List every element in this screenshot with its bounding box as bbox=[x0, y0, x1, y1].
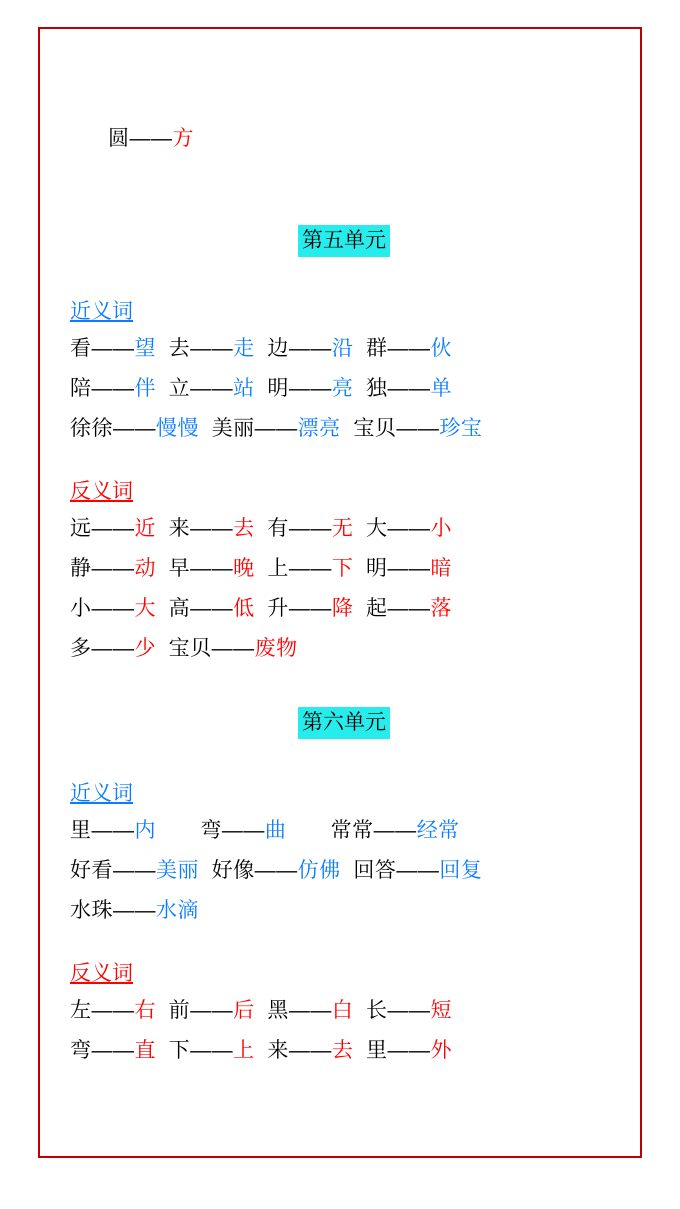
word-segment: 回复 bbox=[439, 859, 483, 882]
spacer bbox=[70, 739, 618, 777]
word-segment: 白 bbox=[331, 999, 354, 1022]
word-segment: 明—— bbox=[353, 557, 431, 580]
word-segment: 弯—— bbox=[70, 1039, 135, 1062]
word-segment: 上 bbox=[233, 1039, 255, 1062]
word-segment: 边—— bbox=[254, 337, 332, 360]
word-segment: 看—— bbox=[70, 337, 135, 360]
word-segment: 经常 bbox=[416, 819, 460, 842]
worksheet-content bbox=[70, 79, 618, 1109]
word-segment: 外 bbox=[430, 1039, 453, 1062]
word-segment: 静—— bbox=[70, 557, 135, 580]
word-segment: 去 bbox=[331, 1039, 354, 1062]
word-segment: 早—— bbox=[156, 557, 234, 580]
word-segment: 升—— bbox=[254, 597, 332, 620]
word-segment: 后 bbox=[233, 999, 255, 1022]
unit-heading-label: 第五单元 bbox=[298, 225, 390, 257]
word-segment: 去 bbox=[233, 517, 255, 540]
word-segment: 曲 bbox=[264, 819, 287, 842]
word-segment: 里—— bbox=[353, 1039, 431, 1062]
word-segment: 常常—— bbox=[286, 819, 417, 842]
word-segment: 大—— bbox=[353, 517, 431, 540]
spacer bbox=[70, 931, 618, 957]
unit-heading-label: 第六单元 bbox=[298, 707, 390, 739]
word-segment: 左—— bbox=[70, 999, 135, 1022]
word-segment: 仿佛 bbox=[297, 859, 341, 882]
word-segment: 沿 bbox=[331, 337, 354, 360]
section-title-wrap bbox=[70, 475, 618, 509]
spacer bbox=[70, 449, 618, 475]
section-title-wrap bbox=[70, 295, 618, 329]
word-segment: 美丽 bbox=[156, 859, 199, 882]
word-segment: 上—— bbox=[254, 557, 332, 580]
word-segment: 高—— bbox=[156, 597, 234, 620]
unit-heading bbox=[70, 225, 618, 257]
word-segment: 走 bbox=[233, 337, 255, 360]
word-segment: 多—— bbox=[70, 637, 135, 660]
word-segment: 远—— bbox=[70, 517, 135, 540]
word-segment: 美丽—— bbox=[199, 417, 298, 440]
word-segment: 去—— bbox=[156, 337, 234, 360]
word-segment: 站 bbox=[233, 377, 255, 400]
word-segment: 直 bbox=[134, 1039, 156, 1062]
word-segment: 来—— bbox=[156, 517, 234, 540]
word-segment: 回答—— bbox=[340, 859, 440, 882]
spacer bbox=[70, 199, 618, 225]
word-segment: 来—— bbox=[254, 1039, 332, 1062]
word-pair-line bbox=[70, 589, 618, 629]
word-segment: 降 bbox=[331, 597, 354, 620]
word-segment: 无 bbox=[331, 517, 354, 540]
word-segment: 低 bbox=[233, 597, 255, 620]
word-pair-line bbox=[70, 1031, 618, 1071]
worksheet-page bbox=[38, 27, 642, 1158]
word-segment: 近 bbox=[134, 517, 156, 540]
word-segment: 小—— bbox=[70, 597, 135, 620]
word-segment: 右 bbox=[134, 999, 156, 1022]
word-pair-line bbox=[70, 811, 618, 851]
word-segment: 伙 bbox=[430, 337, 453, 360]
word-pair-line bbox=[70, 891, 618, 931]
word-pair-line bbox=[70, 369, 618, 409]
word-segment: 单 bbox=[430, 377, 453, 400]
word-segment: 宝贝—— bbox=[340, 417, 440, 440]
spacer bbox=[70, 1071, 618, 1109]
word-pair-line bbox=[70, 509, 618, 549]
word-pair-line bbox=[70, 409, 618, 449]
unit-heading bbox=[70, 707, 618, 739]
word-segment: 慢慢 bbox=[156, 417, 199, 440]
word-segment: 好像—— bbox=[199, 859, 298, 882]
word-segment: 前—— bbox=[156, 999, 234, 1022]
word-segment: 独—— bbox=[353, 377, 431, 400]
word-segment: 大 bbox=[134, 597, 156, 620]
word-segment: 长—— bbox=[353, 999, 431, 1022]
units-container bbox=[70, 225, 618, 1109]
word-segment: 里—— bbox=[70, 819, 135, 842]
word-segment: 动 bbox=[134, 557, 156, 580]
top-line-right: 方 bbox=[172, 127, 195, 150]
spacer bbox=[70, 257, 618, 295]
top-line-left: 圆—— bbox=[108, 127, 173, 150]
word-segment: 短 bbox=[430, 999, 453, 1022]
word-segment: 伴 bbox=[134, 377, 156, 400]
word-segment: 水滴 bbox=[156, 899, 199, 922]
word-segment: 废物 bbox=[254, 637, 298, 660]
word-segment: 陪—— bbox=[70, 377, 135, 400]
word-segment: 下 bbox=[331, 557, 354, 580]
word-segment: 下—— bbox=[156, 1039, 234, 1062]
word-pair-line bbox=[70, 549, 618, 589]
word-segment: 亮 bbox=[331, 377, 354, 400]
word-segment: 落 bbox=[430, 597, 453, 620]
spacer bbox=[70, 669, 618, 707]
word-segment: 珍宝 bbox=[439, 417, 483, 440]
word-segment: 暗 bbox=[430, 557, 453, 580]
word-segment: 群—— bbox=[353, 337, 431, 360]
word-pair-line bbox=[70, 629, 618, 669]
section-title: 近义词 bbox=[70, 782, 133, 805]
section-title-wrap bbox=[70, 777, 618, 811]
section-title-wrap bbox=[70, 957, 618, 991]
top-line bbox=[70, 79, 618, 199]
word-segment: 徐徐—— bbox=[70, 417, 156, 440]
word-segment: 起—— bbox=[353, 597, 431, 620]
word-segment: 水珠—— bbox=[70, 899, 156, 922]
section-title: 反义词 bbox=[70, 962, 133, 985]
word-segment: 内 bbox=[134, 819, 156, 842]
section-title: 近义词 bbox=[70, 300, 133, 323]
section-title: 反义词 bbox=[70, 480, 133, 503]
word-segment: 黑—— bbox=[254, 999, 332, 1022]
word-segment: 宝贝—— bbox=[156, 637, 255, 660]
word-segment: 少 bbox=[134, 637, 156, 660]
word-pair-line bbox=[70, 329, 618, 369]
word-segment: 漂亮 bbox=[297, 417, 341, 440]
word-segment: 弯—— bbox=[156, 819, 265, 842]
word-segment: 晚 bbox=[233, 557, 255, 580]
word-pair-line bbox=[70, 851, 618, 891]
word-segment: 小 bbox=[430, 517, 453, 540]
word-pair-line bbox=[70, 991, 618, 1031]
word-segment: 有—— bbox=[254, 517, 332, 540]
word-segment: 好看—— bbox=[70, 859, 156, 882]
word-segment: 明—— bbox=[254, 377, 332, 400]
word-segment: 立—— bbox=[156, 377, 234, 400]
word-segment: 望 bbox=[134, 337, 156, 360]
